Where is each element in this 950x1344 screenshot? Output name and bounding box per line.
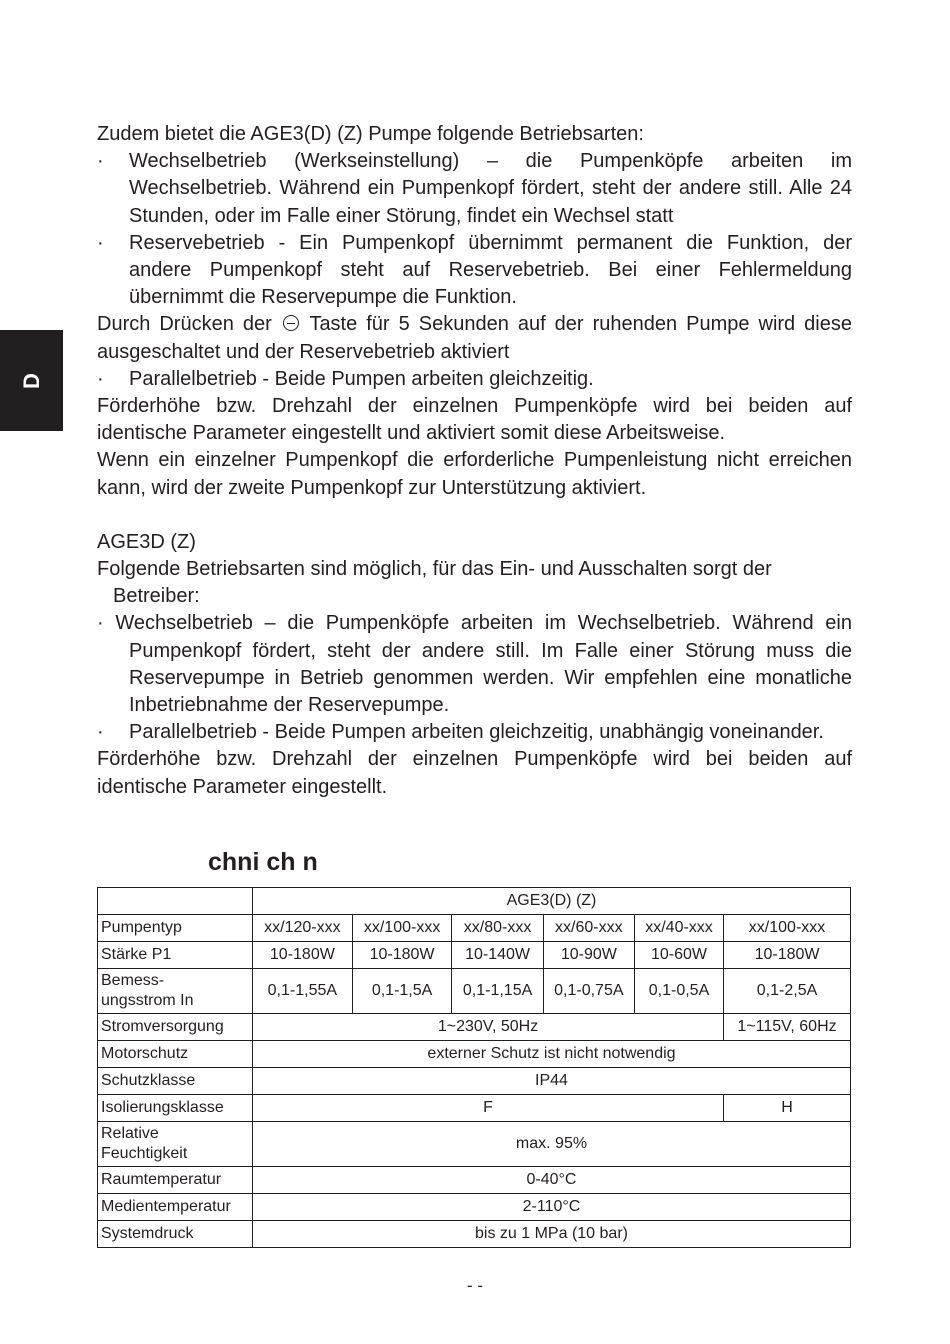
- table-header: AGE3(D) (Z): [253, 888, 851, 915]
- row-label: Motorschutz: [98, 1041, 253, 1068]
- table-cell: 0,1-0,5A: [634, 969, 723, 1014]
- table-cell: 0,1-0,75A: [543, 969, 634, 1014]
- table-row: [98, 915, 851, 942]
- parallelbetrieb-text: Parallelbetrieb - Beide Pumpen arbeiten gleichzeitig.: [129, 367, 594, 390]
- language-tab: [0, 330, 63, 431]
- table-cell: xx/120-xxx: [253, 915, 353, 942]
- row-label: Raumtemperatur: [98, 1167, 253, 1194]
- row-label: Stromversorgung: [98, 1014, 253, 1041]
- row-label: Pumpentyp: [98, 915, 253, 942]
- bullet-dot: ·: [97, 231, 104, 254]
- table-cell: 10-180W: [253, 942, 353, 969]
- table-cell: 10-180W: [724, 942, 851, 969]
- list-item-parallelbetrieb: [97, 366, 852, 393]
- table-cell: 1~230V, 50Hz: [253, 1014, 724, 1041]
- language-tab-label: D: [18, 372, 44, 389]
- unterstuetzung-text: Wenn ein einzelner Pumpenkopf die erforderliche Pumpenleistung nicht erreichen kann, wird der zweite Pumpenkopf zur Unterstützung aktiviert.: [97, 449, 852, 499]
- table-row: [98, 942, 851, 969]
- table-row: [98, 1194, 851, 1221]
- table-row: [98, 1041, 851, 1068]
- minus-key-icon: [283, 315, 299, 331]
- table-row: [98, 1221, 851, 1248]
- foerderhoehe-2-text: Förderhöhe bzw. Drehzahl der einzelnen Pumpenköpfe wird bei beiden auf identische Parameter eingestellt.: [97, 748, 852, 798]
- age3d-heading: AGE3D (Z): [97, 530, 196, 553]
- row-label-line: Bemess-: [101, 972, 165, 989]
- table-cell: 0-40°C: [253, 1167, 851, 1194]
- row-label-line: Relative: [101, 1125, 159, 1142]
- row-label-line: ungsstrom In: [101, 992, 194, 1009]
- table-cell: xx/100-xxx: [352, 915, 452, 942]
- table-row: [98, 1095, 851, 1122]
- bullet-dot: ·: [97, 150, 104, 173]
- table-cell: 0,1-1,15A: [452, 969, 543, 1014]
- table-cell: F: [253, 1095, 724, 1122]
- table-cell: IP44: [253, 1068, 851, 1095]
- betriebsarten-intro-cont: Betreiber:: [113, 585, 200, 608]
- table-cell: 10-180W: [352, 942, 452, 969]
- row-label: Systemdruck: [98, 1221, 253, 1248]
- row-label: Stärke P1: [98, 942, 253, 969]
- table-cell: max. 95%: [253, 1122, 851, 1167]
- table-cell: 2-110°C: [253, 1194, 851, 1221]
- table-cell: xx/100-xxx: [724, 915, 851, 942]
- list-item-parallelbetrieb-2: [97, 719, 852, 746]
- row-label-line: Feuchtigkeit: [101, 1145, 188, 1162]
- row-label: Medientemperatur: [98, 1194, 253, 1221]
- instruction-text-end: Taste für 5 Sekunden auf der ruhenden Pumpe wird diese ausgeschaltet und der Reservebetrieb aktiviert: [97, 313, 852, 363]
- intro-text: Zudem bietet die AGE3(D) (Z) Pumpe folgende Betriebsarten:: [97, 123, 644, 145]
- row-label: [98, 1122, 253, 1167]
- parallelbetrieb-2-text: Parallelbetrieb - Beide Pumpen arbeiten gleichzeitig, unabhängig voneinander.: [129, 721, 824, 744]
- list-item-wechselbetrieb: [97, 148, 852, 230]
- page-number: - -: [466, 1276, 484, 1295]
- spec-table: [97, 887, 851, 1248]
- table-row: [98, 969, 851, 1014]
- table-cell: 0,1-2,5A: [724, 969, 851, 1014]
- table-cell: 1~115V, 60Hz: [724, 1014, 851, 1041]
- table-cell: bis zu 1 MPa (10 bar): [253, 1221, 851, 1248]
- row-label: Schutzklasse: [98, 1068, 253, 1095]
- table-cell: 0,1-1,5A: [352, 969, 452, 1014]
- table-cell: 10-90W: [543, 942, 634, 969]
- row-label: [98, 969, 253, 1014]
- section-title: chni ch n: [208, 848, 318, 876]
- row-label: Isolierungsklasse: [98, 1095, 253, 1122]
- table-row: [98, 1122, 851, 1167]
- reservebetrieb-text: Reservebetrieb - Ein Pumpenkopf übernimmt permanent die Funktion, der andere Pumpenkopf steht auf Reservebetrieb. Bei einer Fehlermeldung übernimmt die Reservepumpe die Funktion.: [129, 231, 852, 309]
- table-row: [98, 888, 851, 915]
- betriebsarten-intro: Folgende Betriebsarten sind möglich, für das Ein- und Ausschalten sorgt der: [97, 558, 772, 581]
- list-item-reservebetrieb: [97, 230, 852, 312]
- table-cell: externer Schutz ist nicht notwendig: [253, 1041, 851, 1068]
- table-row: [98, 1068, 851, 1095]
- table-cell: xx/80-xxx: [452, 915, 543, 942]
- bullet-dot: ·: [97, 721, 104, 744]
- instruction-text-start: Durch Drücken der: [97, 313, 272, 336]
- table-cell: 0,1-1,55A: [253, 969, 353, 1014]
- table-cell: H: [724, 1095, 851, 1122]
- table-cell: 10-140W: [452, 942, 543, 969]
- table-cell: [98, 888, 253, 915]
- list-item-wechselbetrieb-2: · Wechselbetrieb – die Pumpenköpfe arbeiten im Wechselbetrieb. Während ein Pumpenkopf fördert, steht der andere still. Im Falle einer Störung muss die Reservepumpe in Betrieb genommen werden. Wir empfehlen eine monatliche Inbetriebnahme der Reservepumpe.: [97, 612, 852, 717]
- table-cell: xx/40-xxx: [634, 915, 723, 942]
- foerderhoehe-text: Förderhöhe bzw. Drehzahl der einzelnen Pumpenköpfe wird bei beiden auf identische Parameter eingestellt und aktiviert somit diese Arbeitsweise.: [97, 395, 852, 445]
- wechselbetrieb-text: Wechselbetrieb (Werkseinstellung) – die Pumpenköpfe arbeiten im Wechselbetrieb. Während ein Pumpenkopf fördert, steht der andere still. Alle 24 Stunden, oder im Falle einer Störung, findet ein Wechsel statt: [129, 150, 852, 227]
- minus-key-instruction: [97, 311, 852, 365]
- body-text: [97, 121, 852, 801]
- bullet-dot: ·: [97, 367, 104, 390]
- table-cell: xx/60-xxx: [543, 915, 634, 942]
- table-cell: 10-60W: [634, 942, 723, 969]
- table-row: [98, 1167, 851, 1194]
- table-row: [98, 1014, 851, 1041]
